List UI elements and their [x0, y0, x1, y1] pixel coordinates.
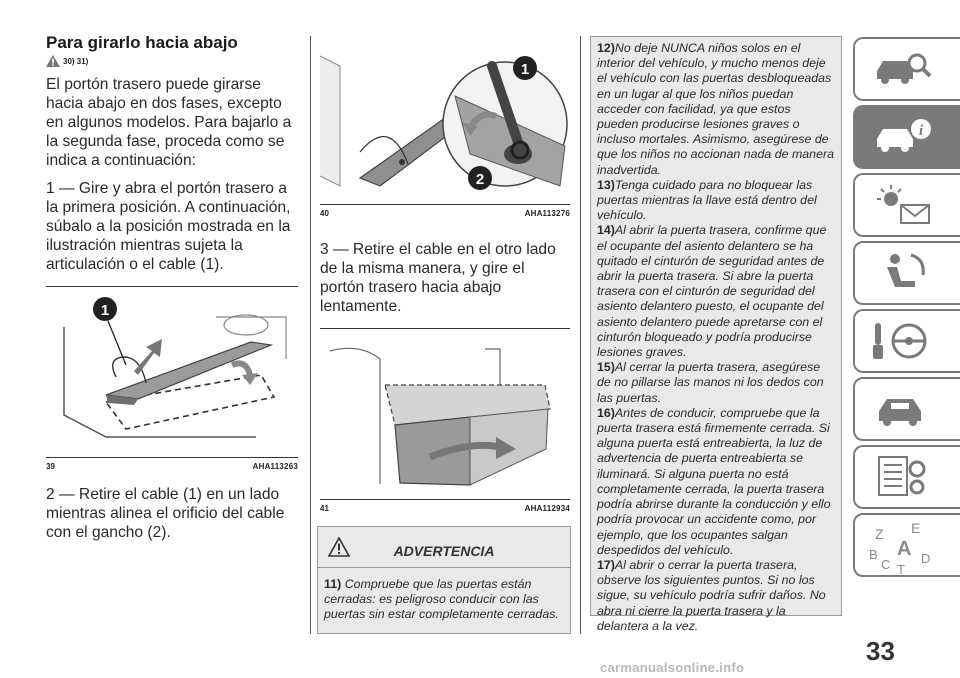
step-1-paragraph: 1 — Gire y abra el portón trasero a la primera posición. A continuación, súbalo a la posición mostrada en la ilustración mientras sujeta la articulación o el cable (1). — [46, 180, 291, 273]
warning-refs-text: 30) 31) — [63, 56, 89, 66]
figure-40-code: AHA113276 — [524, 209, 570, 218]
car-info-icon — [873, 117, 933, 157]
advertencia-note — [318, 571, 570, 623]
column-rule-left — [310, 36, 311, 634]
note-15-text: Al cerrar la puerta trasera, asegúrese de no pillarse las manos ni los dedos con las puertas. — [597, 360, 824, 405]
note-13-text: Tenga cuidado para no bloquear las puertas mientras la llave está dentro del vehículo. — [597, 177, 817, 223]
note-12-number: 12) — [597, 41, 615, 55]
figure-39-callout-1: 1 — [100, 302, 110, 319]
note-17-text: Al abrir o cerrar la puerta trasera, observe los siguientes puntos. Si no los sigue, su vehículo podría sufrir daños. No abra ni cierre la puerta trasera y la delantera a la vez. — [597, 557, 826, 633]
column-rule-right — [580, 36, 581, 634]
step-3-paragraph: 3 — Retire el cable en el otro lado de la misma manera, y gire el portón trasero hacia abajo lentamente. — [320, 241, 556, 315]
note-11-number: 11) — [324, 577, 342, 591]
figure-41-code: AHA112934 — [524, 504, 570, 513]
figure-39 — [46, 286, 298, 458]
figure-39-illustration — [46, 287, 298, 457]
note-14-text: Al abrir la puerta trasera, confirme que el ocupante del asiento delantero se ha quitado el cinturón de seguridad antes de abrir la puerta trasera. Si abre la puerta trasera con el cinturón de seguridad del asiento delantero puesto, el ocupante del asiento delantero puede apretarse con el cinturón bloqueado y podría producirse lesiones graves. — [597, 223, 827, 360]
advertencia-title: ADVERTENCIA — [393, 543, 495, 559]
figure-41-illustration — [320, 329, 570, 499]
column-1 — [46, 0, 298, 551]
index-letter-b: B — [869, 547, 878, 562]
warning-reference — [46, 55, 298, 67]
checklist-gears-icon — [873, 455, 933, 499]
note-17 — [597, 558, 835, 634]
figure-40 — [320, 36, 570, 205]
tab-car-info[interactable] — [853, 105, 960, 169]
notes-list — [591, 37, 841, 634]
warning-lights-mail-icon — [873, 183, 933, 227]
figure-41-number: 41 — [320, 504, 329, 513]
note-14 — [597, 223, 835, 360]
figure-39-caption — [46, 458, 298, 471]
step-2-paragraph: 2 — Retire el cable (1) en un lado mientras alinea el orificio del cable con el gancho (2). — [46, 486, 285, 541]
warning-triangle-icon — [46, 55, 60, 67]
note-14-number: 14) — [597, 223, 615, 238]
figure-40-number: 40 — [320, 209, 329, 218]
note-15-number: 15) — [597, 360, 615, 375]
figure-40-callout-2: 2 — [475, 171, 485, 188]
intro-paragraph: El portón trasero puede girarse hacia abajo en dos fases, excepto en algunos modelos. Para bajarlo a la segunda fase, proceda como se indica a continuación: — [46, 76, 292, 169]
seat-airbag-icon — [873, 251, 933, 295]
tab-car-search[interactable] — [853, 37, 960, 101]
notes-box — [590, 36, 842, 633]
note-16-number: 16) — [597, 405, 615, 420]
figure-41-caption — [320, 500, 570, 513]
tab-checklist[interactable] — [853, 445, 960, 509]
figure-39-code: AHA113263 — [252, 462, 298, 471]
note-16-text: Antes de conducir, compruebe que la puerta trasera está firmemente cerrada. Si alguna puerta está entreabierta, la luz de advertencia de puerta entreabierta se iluminará. Si alguna puerta no está completamente cerrada, la puerta trasera podría abrirse durante la conducción y ello podría provocar un accidente como, por ejemplo, que los ocupantes salgan despedidos del vehículo. — [597, 405, 831, 557]
svg-text:i: i — [918, 123, 924, 139]
advertencia-box — [317, 526, 571, 634]
note-12 — [597, 41, 835, 178]
note-13-number: 13) — [597, 177, 615, 192]
car-front-icon — [873, 391, 933, 431]
key-steering-wheel-icon — [869, 319, 933, 365]
tab-alphabet-index[interactable] — [853, 513, 960, 577]
note-13 — [597, 178, 835, 224]
column-2 — [320, 0, 570, 513]
note-12-text: No deje NUNCA niños solos en el interior del vehículo, y mucho menos deje el vehículo con las puertas desbloqueadas en un lugar al que los niños puedan acceder con facilidad, ya que estos pueden producirse lesiones graves o incluso mortales. Asimismo, asegúrese de que los niños no accionan nada de manera inadvertida. — [597, 41, 834, 177]
index-letter-d: D — [921, 551, 931, 566]
alphabet-index-icon — [867, 519, 937, 575]
figure-40-caption — [320, 205, 570, 218]
tab-seat-airbag[interactable] — [853, 241, 960, 305]
car-search-icon — [873, 49, 933, 89]
tab-car-front[interactable] — [853, 377, 960, 441]
tab-warning-lights[interactable] — [853, 173, 960, 237]
index-letter-t: T — [897, 562, 905, 575]
index-letter-e: E — [911, 520, 921, 536]
index-letter-a: A — [897, 538, 912, 560]
figure-39-number: 39 — [46, 462, 55, 471]
figure-40-illustration — [320, 36, 570, 204]
note-16 — [597, 406, 835, 558]
figure-40-callout-1: 1 — [520, 61, 530, 78]
watermark-text: carmanualsonline.info — [600, 660, 745, 675]
figure-41 — [320, 328, 570, 500]
note-15 — [597, 360, 835, 406]
page-number: 33 — [866, 636, 895, 666]
index-letter-c: C — [881, 557, 891, 572]
index-letter-z: Z — [875, 526, 884, 542]
tab-key-steering[interactable] — [853, 309, 960, 373]
section-heading: Para girarlo hacia abajo — [46, 33, 238, 52]
note-17-number: 17) — [597, 557, 615, 572]
note-11-text: Compruebe que las puertas están cerradas: es peligroso conducir con las puertas sin estar completamente cerradas. — [324, 577, 559, 622]
